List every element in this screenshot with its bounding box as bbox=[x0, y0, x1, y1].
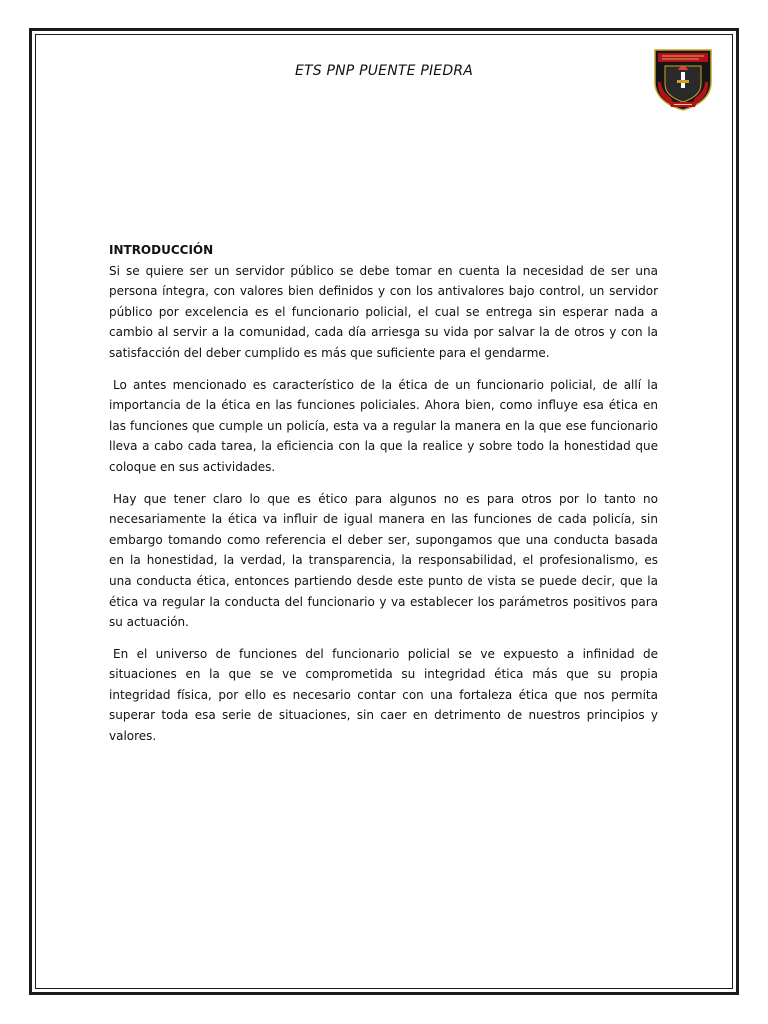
police-school-crest-icon bbox=[649, 46, 717, 112]
document-body bbox=[109, 240, 658, 758]
paragraph-3: Hay que tener claro lo que es ético para algunos no es para otros por lo tanto no necesariamente la ética va influir de igual manera en las funciones de cada policía, sin embargo tomando como referencia el deber ser, supongamos que una conducta basada en la honestidad, la verdad, la transparencia, la responsabilidad, el profesionalismo, es una conducta ética, entonces partiendo desde este punto de vista se puede decir, que la ética va regular la conducta del funcionario y va establecer los parámetros positivos para su actuación. bbox=[109, 491, 658, 630]
header-title: ETS PNP PUENTE PIEDRA bbox=[294, 63, 474, 79]
paragraph-2: Lo antes mencionado es característico de la ética de un funcionario policial, de allí la importancia de la ética en las funciones policiales. Ahora bien, como influye esa ética en las funciones que cumple un policía, esta va a regular la manera en la que ese funcionario lleva a cabo cada tarea, la eficiencia con la que la realice y sobre todo la honestidad que coloque en sus actividades. bbox=[109, 377, 658, 474]
section-heading: INTRODUCCIÓN bbox=[109, 243, 214, 257]
paragraph-4: En el universo de funciones del funcionario policial se ve expuesto a infinidad de situaciones en la que se ve comprometida su integridad ética más que su propia integridad física, por ello es necesario contar con una fortaleza ética que nos permita superar toda esa serie de situaciones, sin caer en detrimento de nuestros principios y valores. bbox=[109, 646, 658, 744]
paragraph-1: Si se quiere ser un servidor público se debe tomar en cuenta la necesidad de ser una persona íntegra, con valores bien definidos y con los antivalores bajo control, un servidor público por excelencia es el funcionario policial, el cual se entrega sin esperar nada a cambio al servir a la comunidad, cada día arriesga su vida por salvar la de otros y con la satisfacción del deber cumplido es más que suficiente para el gendarme. bbox=[109, 263, 658, 360]
